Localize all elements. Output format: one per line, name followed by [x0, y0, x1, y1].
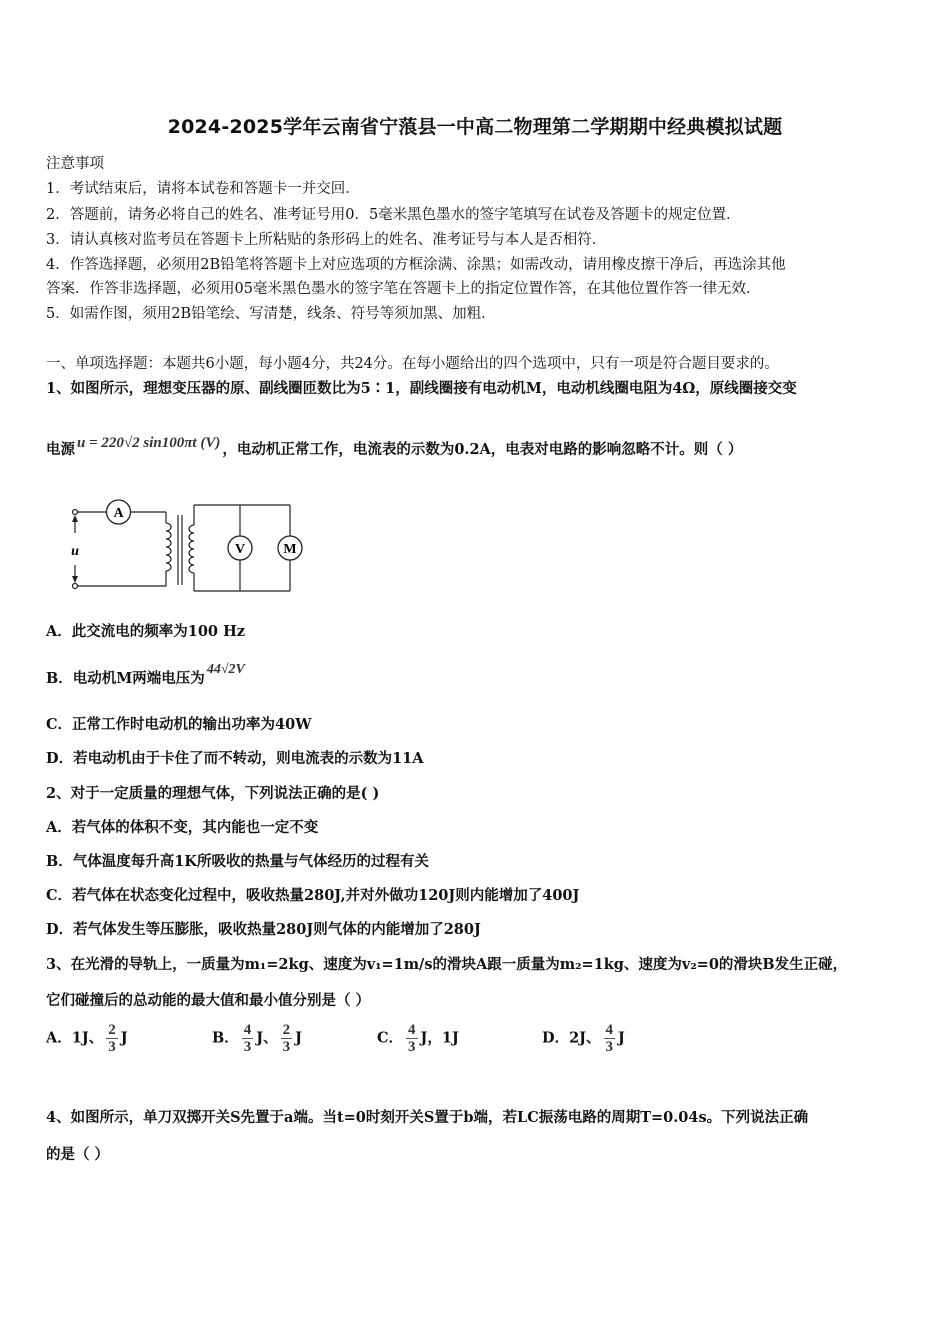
q3-stem-line2: 它们碰撞后的总动能的最大值和最小值分别是（ ）	[46, 992, 371, 1009]
fraction: $\frac{4}{3}$	[408, 1022, 416, 1055]
voltmeter-icon	[228, 536, 252, 560]
q2-option-a[interactable]: A．若气体的体积不变，其内能也一定不变	[46, 819, 319, 836]
q1-option-b[interactable]	[46, 662, 245, 688]
fraction: $\frac{4}{3}$	[605, 1022, 614, 1055]
q3-option-d[interactable]	[542, 1022, 625, 1055]
q1-stem-line2	[46, 435, 743, 459]
q1-option-b-value: 44√2V	[206, 662, 245, 677]
q3-stem-line1: 3、在光滑的导轨上，一质量为m₁=2kg、速度为v₁=1m/s的滑块A跟一质量为m₂=1kg、速度为v₂=0的滑块B发生正碰，	[46, 956, 848, 973]
q1-prefix: 电源	[46, 441, 75, 458]
q2-option-d[interactable]: D．若气体发生等压膨胀，吸收热量280J则气体的内能增加了280J	[46, 921, 481, 938]
fraction: $\frac{2}{3}$	[282, 1022, 291, 1055]
q1-formula: u = 220√2 sin100πt (V)	[77, 435, 221, 451]
q3-option-b-label: B．	[212, 1029, 239, 1047]
notice-item: 5．如需作图，须用2B铅笔绘、写清楚，线条、符号等须加黑、加粗．	[46, 306, 496, 322]
q1-stem-line1: 1、如图所示，理想变压器的原、副线圈匝数比为5∶1，副线圈接有电动机M，电动机线圈电阻为4Ω，原线圈接交变	[46, 380, 797, 397]
notice-heading: 注意事项	[46, 156, 104, 172]
notice-item: 3．请认真核对监考员在答题卡上所粘贴的条形码上的姓名、准考证号与本人是否相符．	[46, 232, 607, 248]
q2-option-c[interactable]: C．若气体在状态变化过程中，吸收热量280J,并对外做功120J则内能增加了400J	[46, 887, 580, 904]
q1-suffix: ，电动机正常工作，电流表的示数为0.2A，电表对电路的影响忽略不计。则（ ）	[222, 441, 743, 458]
q2-option-b[interactable]: B．气体温度每升高1K所吸收的热量与气体经历的过程有关	[46, 853, 429, 870]
unit: J	[295, 1029, 303, 1047]
q2-stem: 2、对于一定质量的理想气体，下列说法正确的是( )	[46, 785, 380, 802]
notice-item: 1．考试结束后，请将本试卷和答题卡一并交回．	[46, 181, 360, 197]
fraction: $\frac{4}{3}$	[243, 1022, 252, 1055]
q1-option-b-text: B．电动机M两端电压为	[46, 670, 205, 687]
q3-option-c[interactable]	[377, 1022, 459, 1055]
circuit-diagram	[60, 495, 310, 595]
q3-option-b[interactable]	[212, 1022, 302, 1055]
separator: J、	[256, 1029, 278, 1047]
unit: J	[618, 1029, 625, 1047]
q1-option-d[interactable]: D．若电动机由于卡住了而不转动，则电流表的示数为11A	[46, 750, 424, 767]
motor-label: M	[283, 542, 297, 557]
notice-item: 4．作答选择题，必须用2B铅笔将答题卡上对应选项的方框涂满、涂黑；如需改动，请用橡皮擦干净后，再选涂其他	[46, 257, 786, 273]
q1-option-c[interactable]: C．正常工作时电动机的输出功率为40W	[46, 716, 312, 733]
q1-option-a[interactable]: A．此交流电的频率为100 Hz	[46, 623, 245, 640]
fraction: $\frac{2}{3}$	[108, 1022, 116, 1055]
q3-option-d-label: D．2J、	[542, 1029, 601, 1047]
section-heading: 一、单项选择题：本题共6小题，每小题4分，共24分。在每小题给出的四个选项中，只有一项是符合题目要求的。	[46, 356, 779, 372]
q3-option-a-label: A．1J、	[46, 1029, 104, 1047]
notice-item: 答案．作答非选择题，必须用05毫米黑色墨水的签字笔在答题卡上的指定位置作答，在其他位置作答一律无效．	[46, 281, 761, 297]
q3-option-a[interactable]	[46, 1022, 128, 1055]
ammeter-icon	[107, 500, 131, 524]
notice-item: 2．答题前，请务必将自己的姓名、准考证号用0．5毫米黑色墨水的签字笔填写在试卷及答题卡的规定位置．	[46, 207, 741, 223]
source-label: u	[71, 544, 79, 559]
voltmeter-label: V	[234, 542, 246, 557]
ammeter-label: A	[113, 506, 124, 521]
q4-stem-line1: 4、如图所示，单刀双掷开关S先置于a端。当t=0时刻开关S置于b端，若LC振荡电路的周期T=0.04s。下列说法正确	[46, 1109, 809, 1126]
motor-icon	[278, 536, 302, 560]
option-tail: J，1J	[420, 1029, 459, 1047]
q4-stem-line2: 的是（ ）	[46, 1146, 110, 1163]
q3-option-c-label: C．	[377, 1029, 404, 1047]
unit: J	[120, 1029, 128, 1047]
page-title: 2024-2025学年云南省宁蒗县一中高二物理第二学期期中经典模拟试题	[167, 116, 783, 138]
